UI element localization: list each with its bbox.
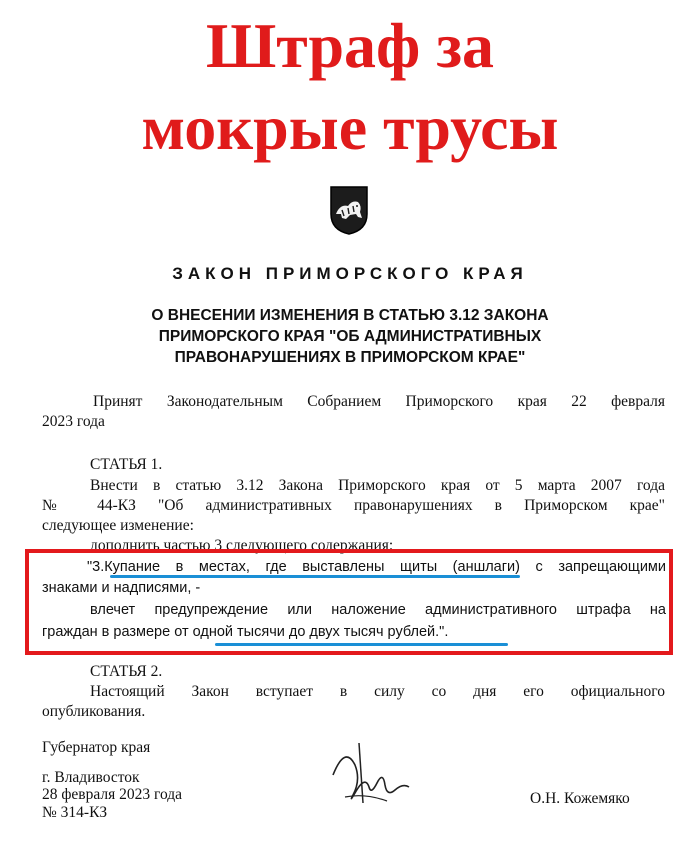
governor-label: Губернатор края [42,739,151,756]
date-label: 28 февраля 2023 года [42,786,183,803]
adopted-line-1: Принят Законодательным Собранием Приморского края 22 февраля [93,393,665,410]
law-title: ЗАКОН ПРИМОРСКОГО КРАЯ [172,264,528,283]
quote-line-3: влечет предупреждение или наложение административного штрафа на [90,602,666,618]
article1-line-1: Внести в статью 3.12 Закона Приморского края от 5 марта 2007 года [90,477,665,494]
article1-heading: СТАТЬЯ 1. [90,456,163,473]
article1-line-3: следующее изменение: [42,517,194,534]
law-subtitle-line-2: ПРИМОРСКОГО КРАЯ "ОБ АДМИНИСТРАТИВНЫХ [158,328,542,345]
article1-line-4: дополнить частью 3 следующего содержания: [90,537,394,554]
signature [325,735,415,810]
law-subtitle-line-1: О ВНЕСЕНИИ ИЗМЕНЕНИЯ В СТАТЬЮ 3.12 ЗАКОНА [151,307,549,324]
quote-line-1: "3.Купание в местах, где выставлены щиты (аншлаги) с запрещающими [87,559,666,575]
law-subtitle-line-3: ПРАВОНАРУШЕНИЯХ В ПРИМОРСКОМ КРАЕ" [174,349,526,366]
headline-line-1: Штраф за [205,10,495,81]
article2-line-1: Настоящий Закон вступает в силу со дня его официального [90,683,665,700]
quote-line-2: знаками и надписями, - [42,580,201,596]
adopted-line-2: 2023 года [42,413,105,430]
article2-heading: СТАТЬЯ 2. [90,663,163,680]
article2-line-2: опубликования. [42,703,146,720]
headline-line-2: мокрые трусы [141,92,559,163]
underline-1 [110,575,520,578]
quote-line-4: граждан в размере от одной тысячи до двух тысяч рублей.". [42,624,449,640]
law-number: № 314-КЗ [42,804,108,821]
underline-2 [215,643,508,646]
article1-line-2: № 44-КЗ "Об административных правонарушениях в Приморском крае" [42,497,665,514]
city-label: г. Владивосток [42,769,140,786]
law-subtitle [60,305,640,368]
signer-name: О.Н. Кожемяко [530,790,630,807]
coat-of-arms-icon [328,184,370,236]
